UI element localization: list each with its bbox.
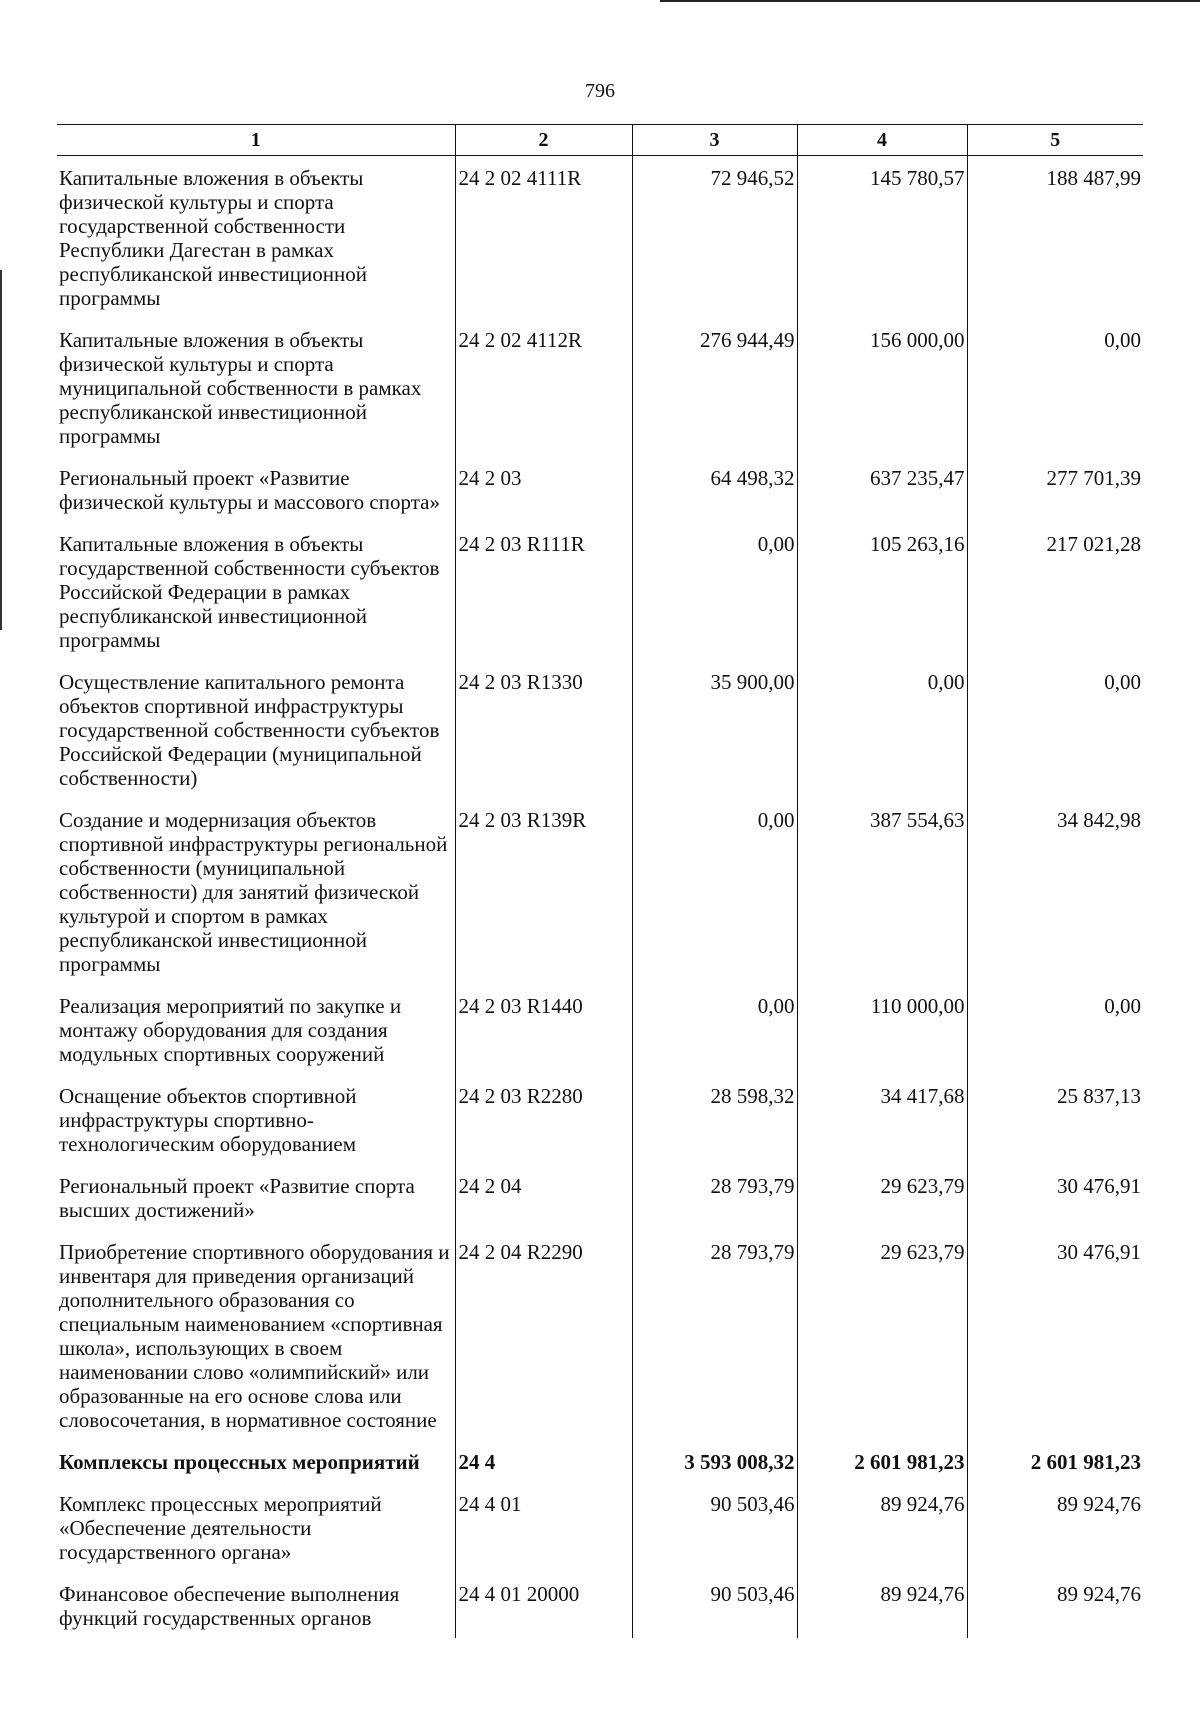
row-value-col4: 156 000,00 [797,318,967,456]
row-value-col5: 89 924,76 [967,1572,1143,1638]
table-row [57,156,1143,319]
table-row [57,1440,1143,1482]
row-name-cell: Капитальные вложения в объекты государственной собственности субъектов Российской Федерации в рамках республиканской инвестиционной программы [59,532,440,652]
row-code-cell: 24 2 03 R139R [455,798,632,984]
row-name-cell: Создание и модернизация объектов спортивной инфраструктуры региональной собственности (муниципальной собственности) для занятий физической культурой и спортом в рамках республиканской инвестиционной программы [59,808,448,976]
row-value-col3: 90 503,46 [632,1482,797,1572]
row-code-cell: 24 2 02 4111R [455,156,632,319]
row-value-col4: 89 924,76 [797,1482,967,1572]
row-code-cell: 24 4 [455,1440,632,1482]
row-value-col5: 30 476,91 [967,1230,1143,1440]
row-value-col4: 89 924,76 [797,1572,967,1638]
top-rule [660,0,1200,2]
page-number: 796 [585,80,615,102]
column-header-3: 3 [632,125,797,156]
row-code-cell: 24 2 03 R1440 [455,984,632,1074]
row-value-col3: 276 944,49 [632,318,797,456]
table-row [57,1230,1143,1440]
budget-table [57,124,1143,1638]
row-name-cell: Приобретение спортивного оборудования и инвентаря для приведения организаций дополнительного образования со специальным наименованием «спортивная школа», использующих в своем наименовании слово «олимпийский» или образованные на его основе слова или словосочетания, в нормативное состояние [59,1240,450,1432]
table-row [57,1572,1143,1638]
row-value-col3: 0,00 [632,798,797,984]
row-value-col4: 34 417,68 [797,1074,967,1164]
row-name-cell: Комплекс процессных мероприятий «Обеспечение деятельности государственного органа» [59,1492,382,1564]
row-value-col5: 25 837,13 [967,1074,1143,1164]
row-value-col3: 28 793,79 [632,1164,797,1230]
row-value-col5: 188 487,99 [967,156,1143,319]
row-value-col5: 89 924,76 [967,1482,1143,1572]
row-value-col4: 2 601 981,23 [797,1440,967,1482]
table-row [57,318,1143,456]
row-value-col4: 110 000,00 [797,984,967,1074]
row-value-col4: 145 780,57 [797,156,967,319]
row-value-col3: 90 503,46 [632,1572,797,1638]
row-value-col5: 30 476,91 [967,1164,1143,1230]
row-code-cell: 24 2 03 R2280 [455,1074,632,1164]
row-value-col3: 3 593 008,32 [632,1440,797,1482]
row-code-cell: 24 2 03 R1330 [455,660,632,798]
row-value-col3: 35 900,00 [632,660,797,798]
row-value-col5: 277 701,39 [967,456,1143,522]
row-name-cell: Региональный проект «Развитие спорта высших достижений» [59,1174,415,1222]
row-name-cell: Осуществление капитального ремонта объектов спортивной инфраструктуры государственной собственности субъектов Российской Федерации (муниципальной собственности) [59,670,440,790]
row-code-cell: 24 2 03 [455,456,632,522]
row-name-cell: Реализация мероприятий по закупке и монтажу оборудования для создания модульных спортивных сооружений [59,994,402,1066]
table-body [57,156,1143,1639]
row-value-col4: 29 623,79 [797,1164,967,1230]
budget-table-container [57,124,1143,1638]
row-code-cell: 24 2 03 R111R [455,522,632,660]
table-header-row [57,125,1143,156]
row-value-col5: 34 842,98 [967,798,1143,984]
row-value-col5: 2 601 981,23 [967,1440,1143,1482]
row-code-cell: 24 4 01 [455,1482,632,1572]
row-name-cell: Капитальные вложения в объекты физической культуры и спорта государственной собственности Республики Дагестан в рамках республиканской инвестиционной программы [59,166,367,310]
row-value-col3: 28 598,32 [632,1074,797,1164]
row-value-col5: 0,00 [967,318,1143,456]
row-value-col4: 105 263,16 [797,522,967,660]
row-value-col3: 28 793,79 [632,1230,797,1440]
table-row [57,456,1143,522]
row-code-cell: 24 4 01 20000 [455,1572,632,1638]
row-value-col4: 0,00 [797,660,967,798]
row-value-col3: 0,00 [632,522,797,660]
row-name-cell: Комплексы процессных мероприятий [59,1450,420,1474]
table-row [57,1074,1143,1164]
column-header-1: 1 [57,125,455,156]
row-code-cell: 24 2 04 R2290 [455,1230,632,1440]
table-row [57,1482,1143,1572]
row-value-col5: 217 021,28 [967,522,1143,660]
row-name-cell: Финансовое обеспечение выполнения функций государственных органов [59,1582,400,1630]
row-value-col4: 637 235,47 [797,456,967,522]
column-header-5: 5 [967,125,1143,156]
row-value-col4: 387 554,63 [797,798,967,984]
row-value-col5: 0,00 [967,984,1143,1074]
row-value-col3: 64 498,32 [632,456,797,522]
row-value-col5: 0,00 [967,660,1143,798]
row-value-col3: 72 946,52 [632,156,797,319]
table-row [57,1164,1143,1230]
row-code-cell: 24 2 04 [455,1164,632,1230]
table-row [57,660,1143,798]
table-row [57,984,1143,1074]
column-header-4: 4 [797,125,967,156]
row-value-col3: 0,00 [632,984,797,1074]
table-row [57,798,1143,984]
row-name-cell: Оснащение объектов спортивной инфраструктуры спортивно-технологическим оборудованием [59,1084,357,1156]
row-name-cell: Капитальные вложения в объекты физической культуры и спорта муниципальной собственности в рамках республиканской инвестиционной программы [59,328,422,448]
left-margin-rule [0,270,2,630]
row-value-col4: 29 623,79 [797,1230,967,1440]
row-code-cell: 24 2 02 4112R [455,318,632,456]
column-header-2: 2 [455,125,632,156]
row-name-cell: Региональный проект «Развитие физической культуры и массового спорта» [59,466,440,514]
table-row [57,522,1143,660]
